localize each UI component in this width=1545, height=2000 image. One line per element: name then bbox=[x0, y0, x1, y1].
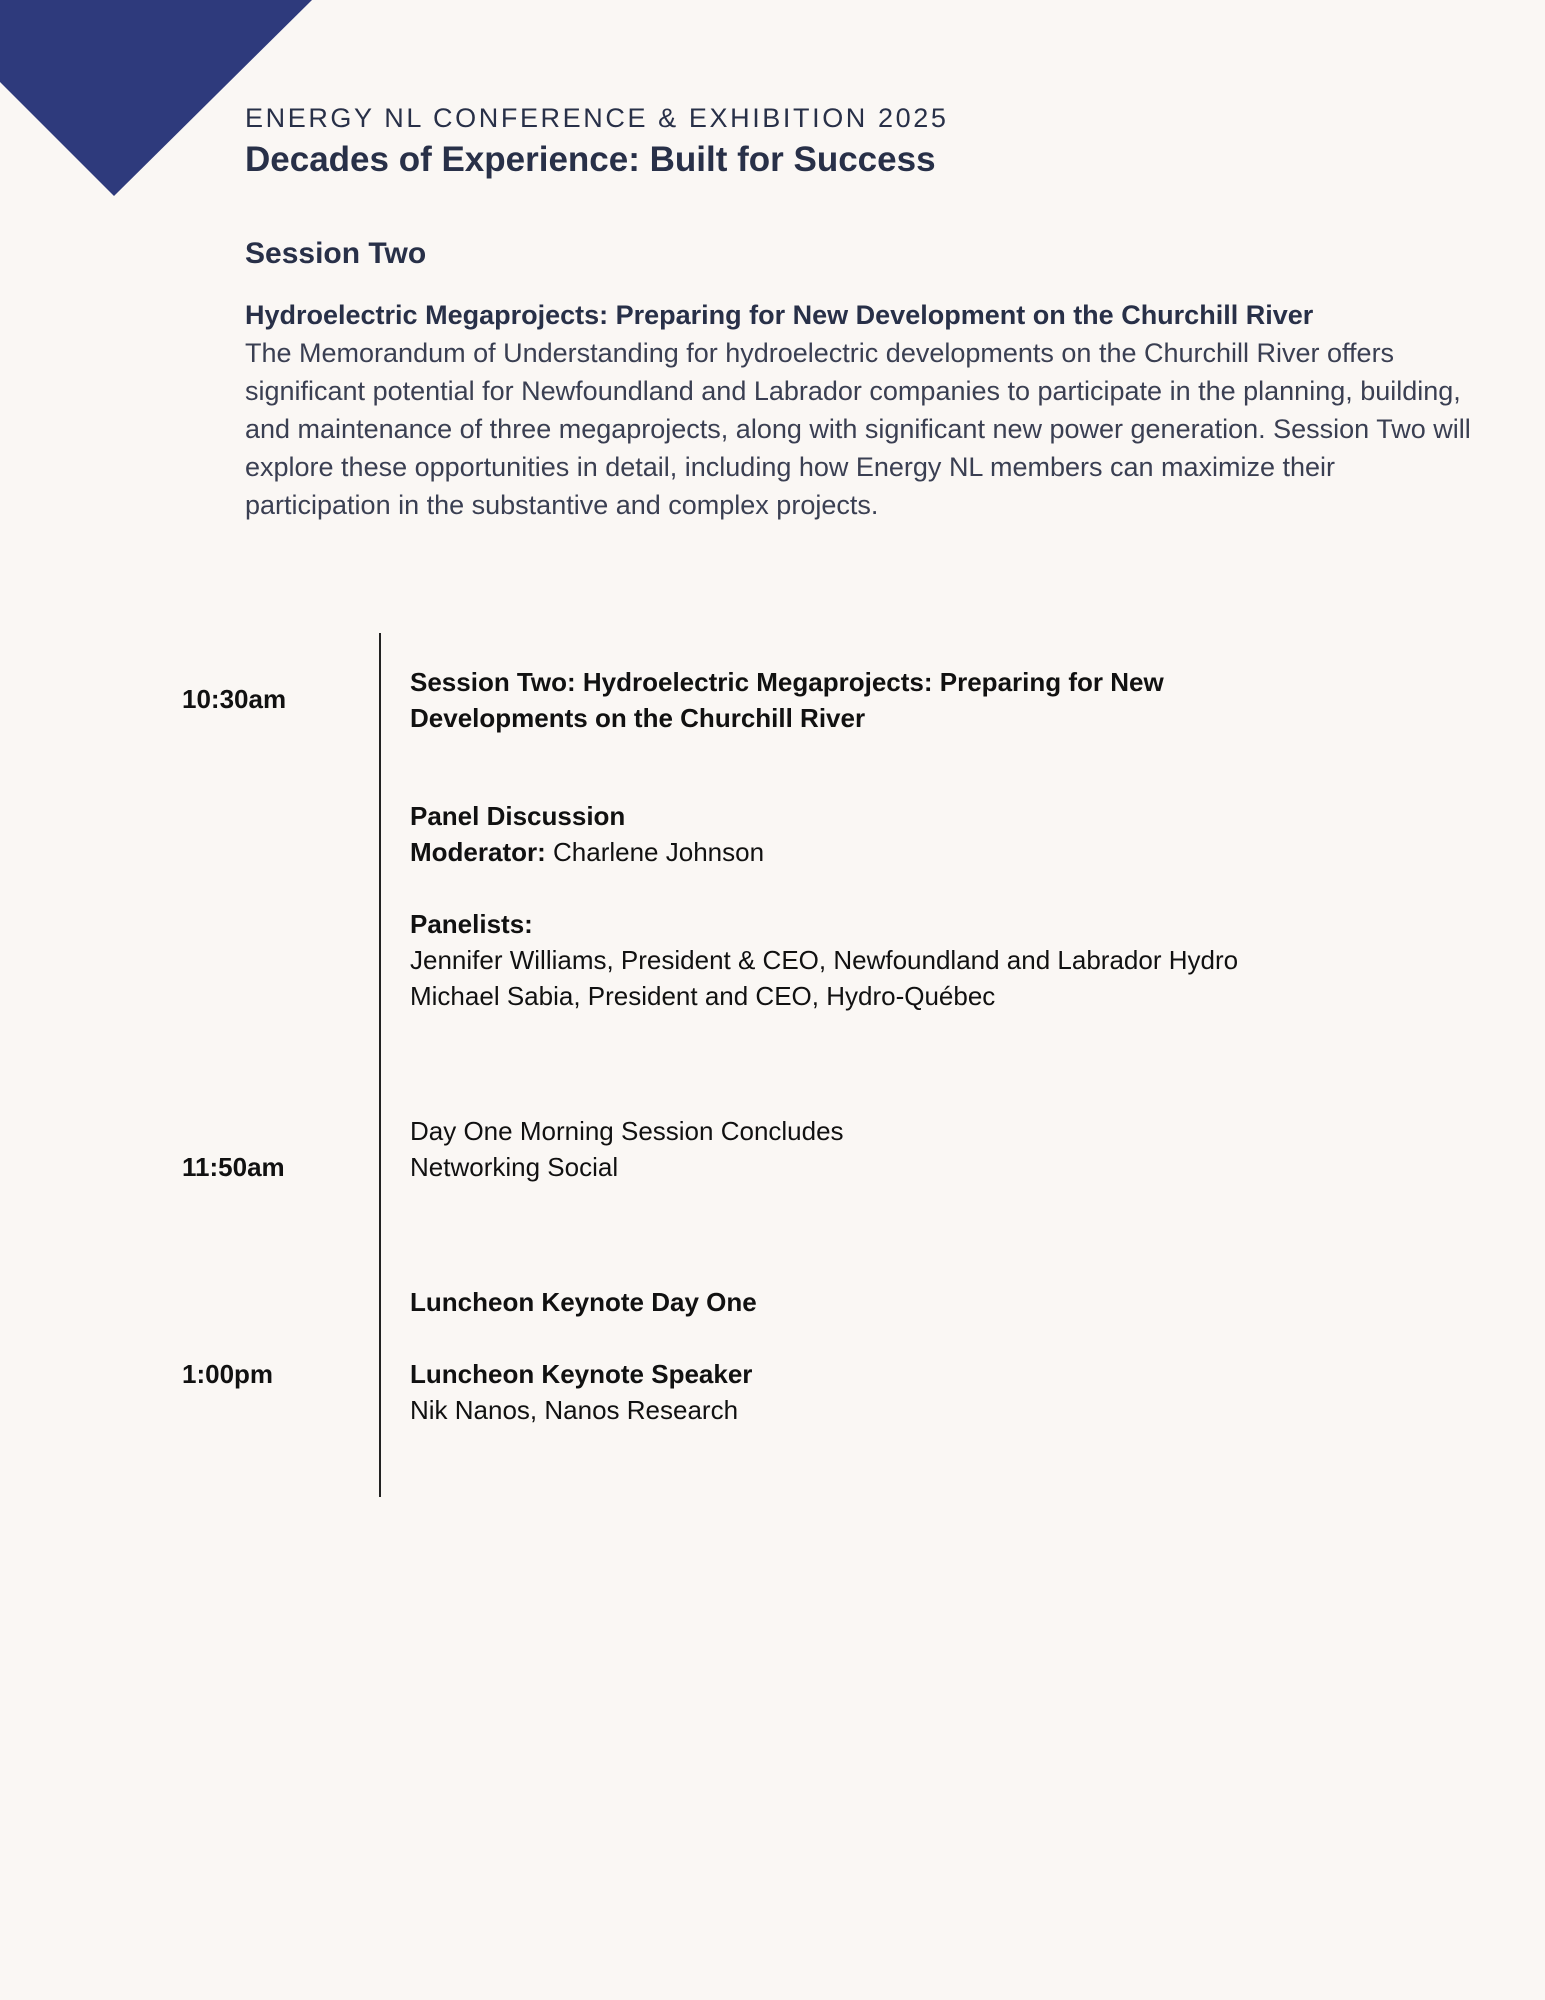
moderator-line bbox=[410, 834, 1410, 870]
conference-name: ENERGY NL CONFERENCE & EXHIBITION 2025 bbox=[245, 103, 949, 133]
agenda-item-title: Session Two: Hydroelectric Megaprojects: Preparing for New bbox=[410, 667, 1164, 697]
keynote-speaker-label: Luncheon Keynote Speaker bbox=[410, 1359, 753, 1389]
panelist-item: Jennifer Williams, President & CEO, Newfoundland and Labrador Hydro bbox=[410, 945, 1239, 975]
panel-discussion-label: Panel Discussion bbox=[410, 801, 626, 831]
session-intro bbox=[245, 232, 1485, 524]
panelists-label: Panelists: bbox=[410, 909, 533, 939]
agenda-item-morning-conclusion bbox=[410, 1113, 1410, 1185]
time-slot-1150: 11:50am bbox=[182, 1152, 285, 1182]
agenda-item-title-cont: Developments on the Churchill River bbox=[410, 703, 866, 733]
conference-header bbox=[245, 100, 1445, 182]
keynote-speaker-name: Nik Nanos, Nanos Research bbox=[410, 1395, 739, 1425]
moderator-name: Charlene Johnson bbox=[545, 837, 765, 867]
session-subtitle: Hydroelectric Megaprojects: Preparing for New Development on the Churchill River bbox=[245, 300, 1314, 330]
timeline-divider bbox=[379, 633, 381, 1497]
time-slot-100: 1:00pm bbox=[182, 1359, 274, 1389]
agenda-item-luncheon bbox=[410, 1284, 1410, 1428]
networking-social-text: Networking Social bbox=[410, 1152, 619, 1182]
session-description: The Memorandum of Understanding for hydroelectric developments on the Churchill River offers significant potential for Newfoundland and Labrador companies to participate in the planning, building, and maintenance of three megaprojects, along with significant new power generation. Session Two will explore these opportunities in detail, including how Energy NL members can maximize their participation in the substantive and complex projects. bbox=[245, 338, 1471, 520]
panelist-item: Michael Sabia, President and CEO, Hydro-Québec bbox=[410, 981, 996, 1011]
conference-theme-title: Decades of Experience: Built for Success bbox=[245, 140, 936, 179]
moderator-label: Moderator: bbox=[410, 837, 546, 867]
session-concludes-text: Day One Morning Session Concludes bbox=[410, 1116, 844, 1146]
session-heading: Session Two bbox=[245, 237, 427, 270]
time-slot-1030: 10:30am bbox=[182, 684, 287, 714]
agenda-item-session-two bbox=[410, 664, 1410, 1014]
luncheon-keynote-title: Luncheon Keynote Day One bbox=[410, 1287, 757, 1317]
